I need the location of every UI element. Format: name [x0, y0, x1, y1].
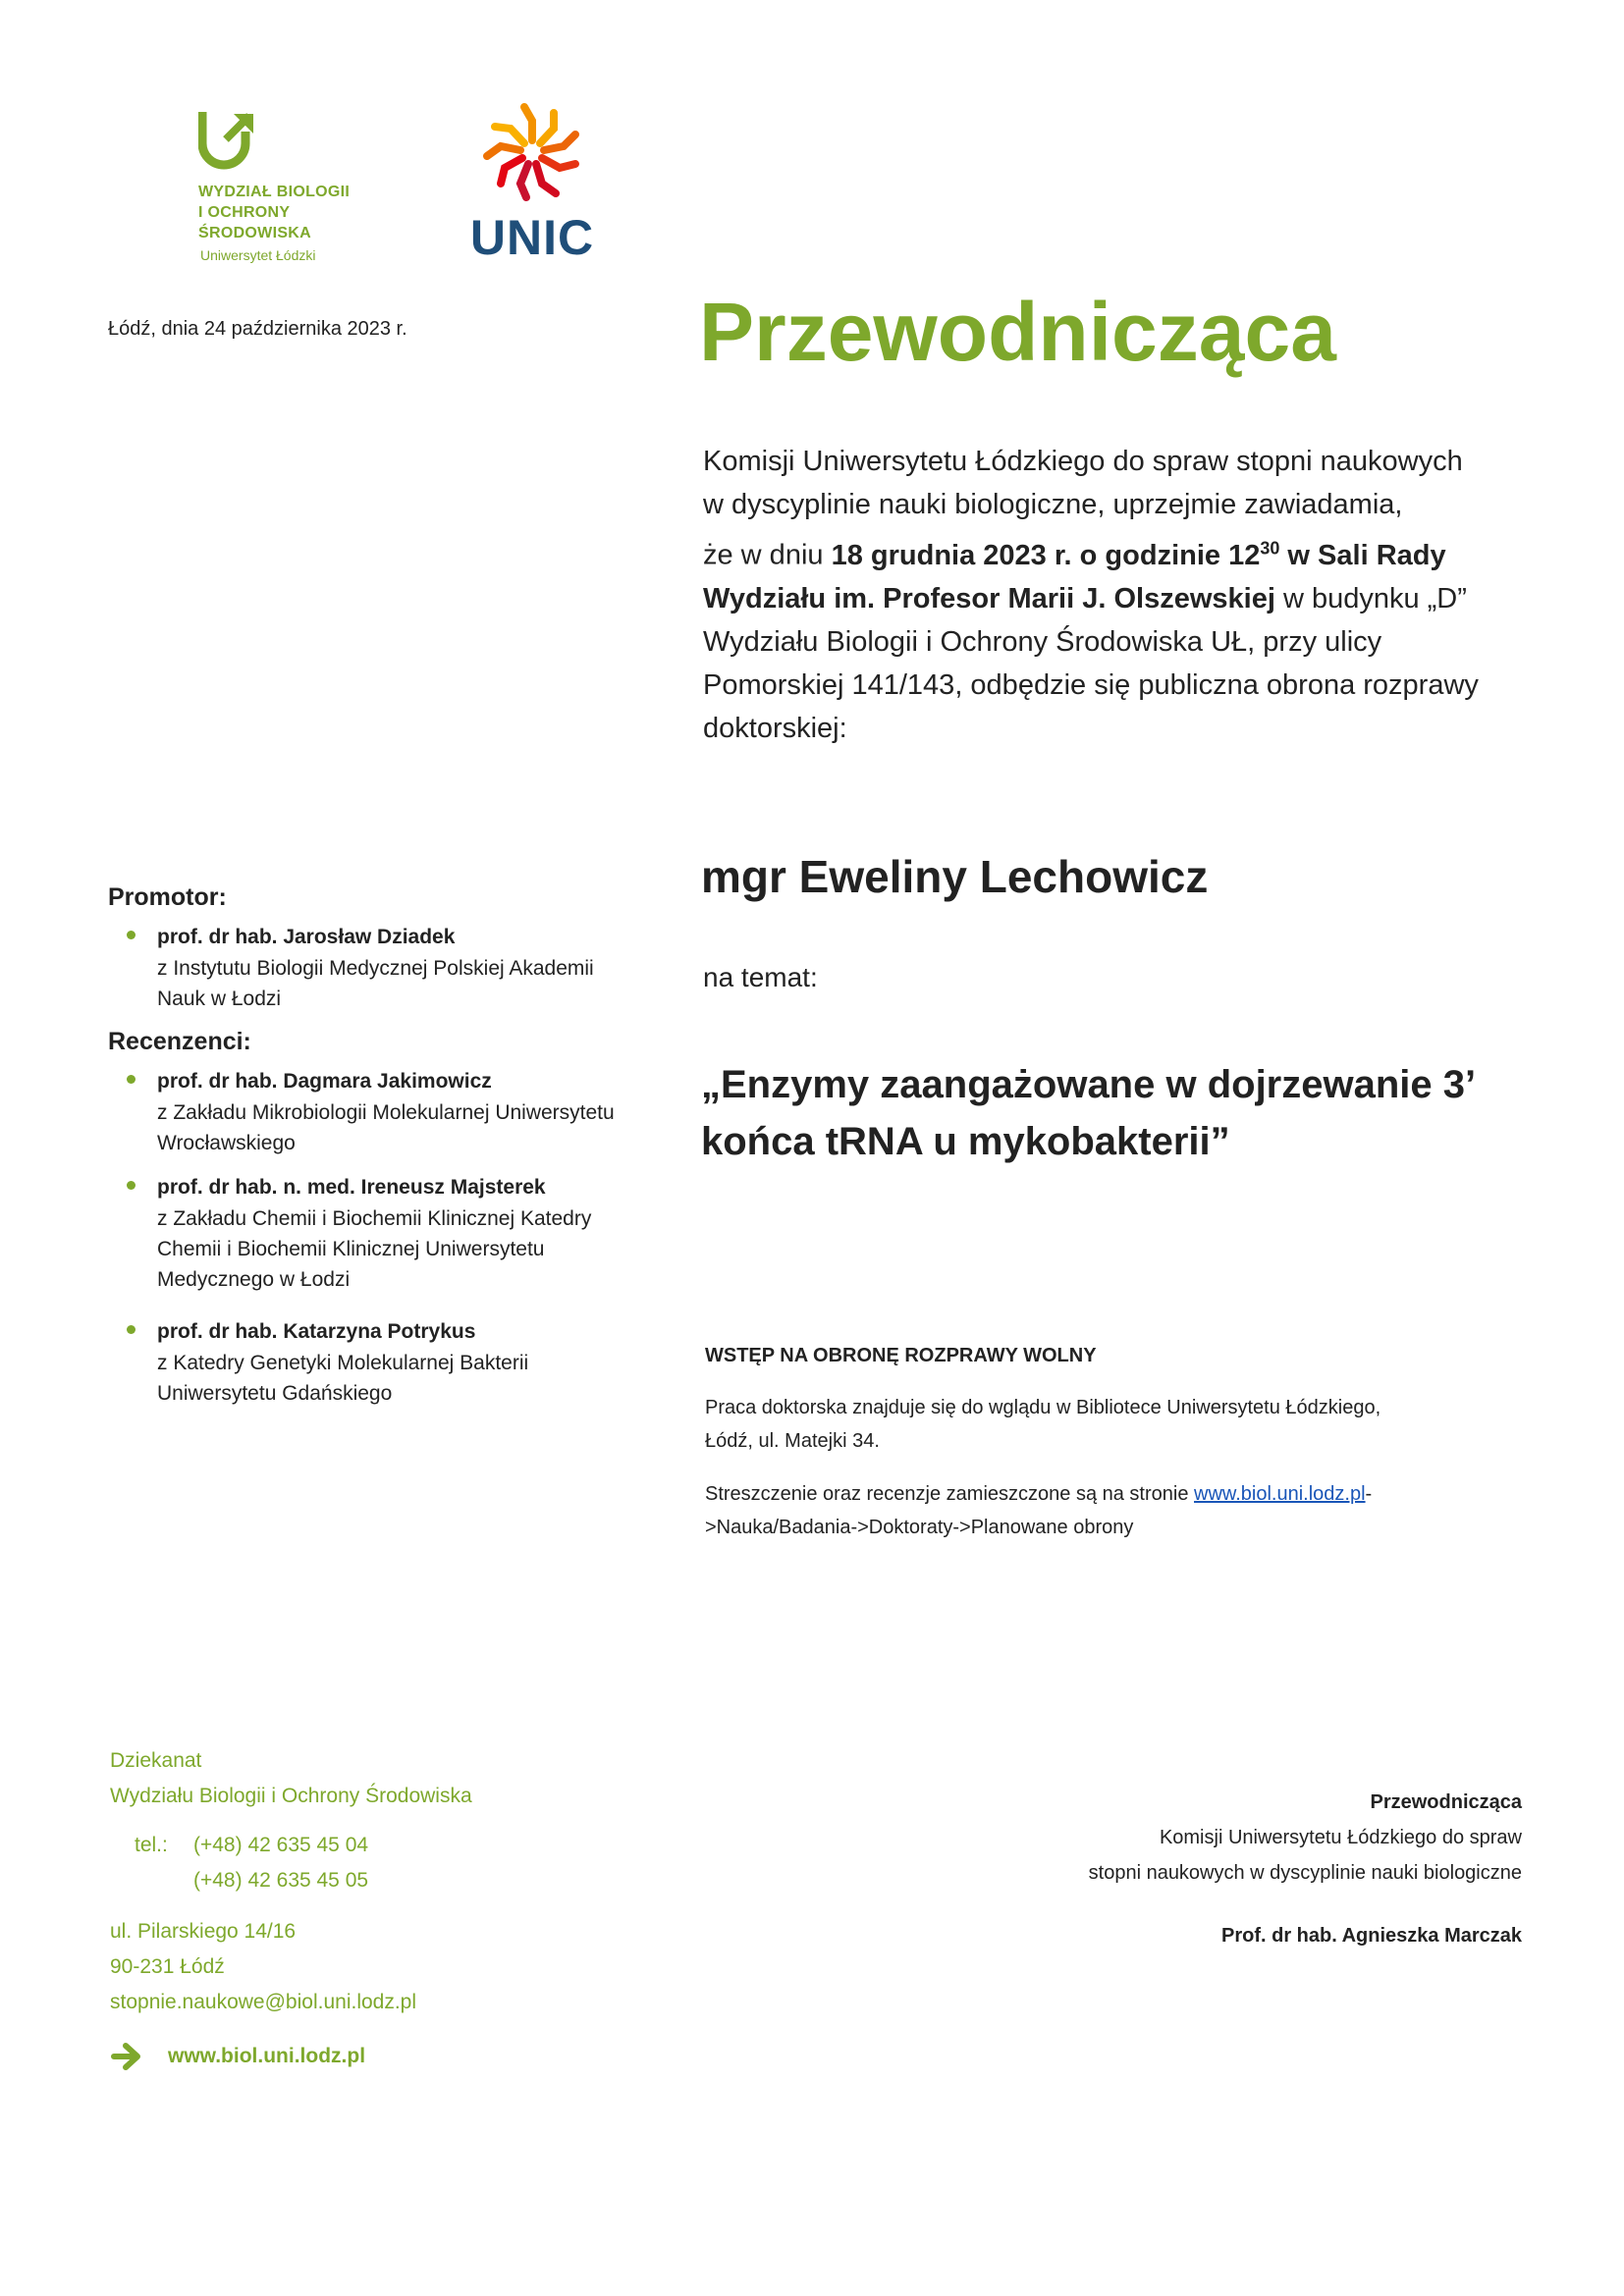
person-name: prof. dr hab. n. med. Ireneusz Majsterek: [157, 1176, 546, 1199]
person-affiliation: z Zakładu Chemii i Biochemii Klinicznej Katedry: [157, 1207, 592, 1230]
page-title: Przewodnicząca: [699, 286, 1336, 378]
signatory-name: Prof. dr hab. Agnieszka Marczak: [1220, 1925, 1522, 1947]
signatory-title: Przewodnicząca: [1370, 1791, 1522, 1813]
faculty-logo: [198, 110, 395, 277]
reviewers-heading: Recenzenci:: [108, 1028, 251, 1055]
person-affiliation: z Instytutu Biologii Medycznej Polskiej Akademii: [157, 957, 594, 980]
dean-office-contact: [110, 1743, 660, 2073]
promotor-item: [108, 922, 697, 1014]
phone-numbers: [110, 1828, 660, 1898]
intro-line: Wydziału Biologii i Ochrony Środowiska UŁ, przy ulicy: [703, 625, 1382, 658]
person-affiliation: Uniwersytetu Gdańskiego: [157, 1382, 393, 1405]
person-affiliation: Medycznego w Łodzi: [157, 1268, 351, 1291]
committee-name: stopni naukowych w dyscyplinie nauki biologiczne: [1088, 1862, 1522, 1884]
reviewer-item: [108, 1066, 697, 1158]
reviewer-item: [108, 1172, 697, 1295]
intro-line: w dyscyplinie nauki biologiczne, uprzejmie zawiadamia,: [703, 489, 1403, 520]
committee-list: [108, 883, 697, 1422]
office-name: Dziekanat: [110, 1749, 202, 1772]
street-address: ul. Pilarskiego 14/16: [110, 1920, 297, 1943]
unic-logo-text: UNIC: [469, 210, 595, 265]
thesis-topic: „Enzymy zaangażowane w dojrzewanie 3’ końca tRNA u mykobakterii”: [701, 1063, 1477, 1163]
website-link[interactable]: www.biol.uni.lodz.pl: [168, 2045, 366, 2067]
phone-label: tel.:: [135, 1834, 168, 1856]
unic-logo: [469, 98, 597, 270]
phone-number: (+48) 42 635 45 05: [193, 1869, 369, 1892]
faculty-logo-text: WYDZIAŁ BIOLOGII I OCHRONY ŚRODOWISKA: [198, 184, 351, 241]
postal-city: 90-231 Łódź: [110, 1955, 225, 1978]
intro-line: doktorskiej:: [703, 712, 847, 744]
promotor-heading: Promotor:: [108, 883, 227, 911]
email-link[interactable]: stopnie.naukowe@biol.uni.lodz.pl: [110, 1991, 417, 2013]
candidate-name: mgr Eweliny Lechowicz: [701, 851, 1209, 902]
bullet-icon: [127, 931, 135, 939]
faculty-logo-mark-icon: [198, 110, 257, 171]
intro-line: Komisji Uniwersytetu Łódzkiego do spraw stopni naukowych: [703, 446, 1463, 477]
phone-number: (+48) 42 635 45 04: [193, 1834, 369, 1856]
bullet-icon: [127, 1325, 135, 1334]
bullet-icon: [127, 1181, 135, 1190]
defense-info: [705, 1345, 1540, 1564]
person-affiliation: Wrocławskiego: [157, 1132, 296, 1154]
person-name: prof. dr hab. Jarosław Dziadek: [157, 926, 456, 948]
person-affiliation: z Zakładu Mikrobiologii Molekularnej Uniwersytetu: [157, 1101, 615, 1124]
person-name: prof. dr hab. Dagmara Jakimowicz: [157, 1070, 492, 1093]
intro-line: Wydziału im. Profesor Marii J. Olszewskiej w budynku „D”: [703, 582, 1467, 614]
reviews-info: Streszczenie oraz recenzje zamieszczone są na stronie www.biol.uni.lodz.pl- >Nauka/Badania->Doktoraty->Planowane obrony: [705, 1483, 1373, 1538]
topic-label: na temat:: [703, 962, 818, 992]
defense-room: Wydziału im. Profesor Marii J. Olszewskiej: [703, 582, 1275, 614]
bullet-icon: [127, 1075, 135, 1084]
faculty-name: Wydziału Biologii i Ochrony Środowiska: [110, 1785, 472, 1807]
unic-star-icon: [469, 98, 595, 206]
document-date: Łódź, dnia 24 października 2023 r.: [108, 318, 407, 340]
committee-name: Komisji Uniwersytetu Łódzkiego do spraw: [1159, 1827, 1522, 1848]
thesis-availability: Praca doktorska znajduje się do wglądu w Bibliotece Uniwersytetu Łódzkiego, Łódź, ul. Matejki 34.: [705, 1397, 1381, 1452]
person-affiliation: z Katedry Genetyki Molekularnej Bakterii: [157, 1352, 529, 1374]
intro-line: Pomorskiej 141/143, odbędzie się publiczna obrona rozprawy: [703, 668, 1479, 701]
person-affiliation: Nauk w Łodzi: [157, 988, 282, 1010]
free-entry-notice: WSTĘP NA OBRONĘ ROZPRAWY WOLNY: [705, 1345, 1097, 1366]
reviewer-item: [108, 1316, 697, 1409]
signature-block: [864, 1785, 1522, 1953]
faculty-logo-university: Uniwersytet Łódzki: [200, 247, 316, 263]
faculty-website-link[interactable]: www.biol.uni.lodz.pl: [1194, 1483, 1366, 1505]
person-affiliation: Chemii i Biochemii Klinicznej Uniwersytetu: [157, 1238, 545, 1260]
defense-datetime: 18 grudnia 2023 r. o godzinie $12^{30}$ w Sali Rady: [831, 538, 1446, 571]
arrow-right-icon: [110, 2040, 143, 2073]
person-name: prof. dr hab. Katarzyna Potrykus: [157, 1320, 476, 1343]
website-row: [110, 2040, 660, 2073]
announcement-intro: [703, 440, 1557, 750]
intro-line: że w dniu 18 grudnia 2023 r. o godzinie $12^{30}$ w Sali Rady: [703, 538, 1446, 571]
